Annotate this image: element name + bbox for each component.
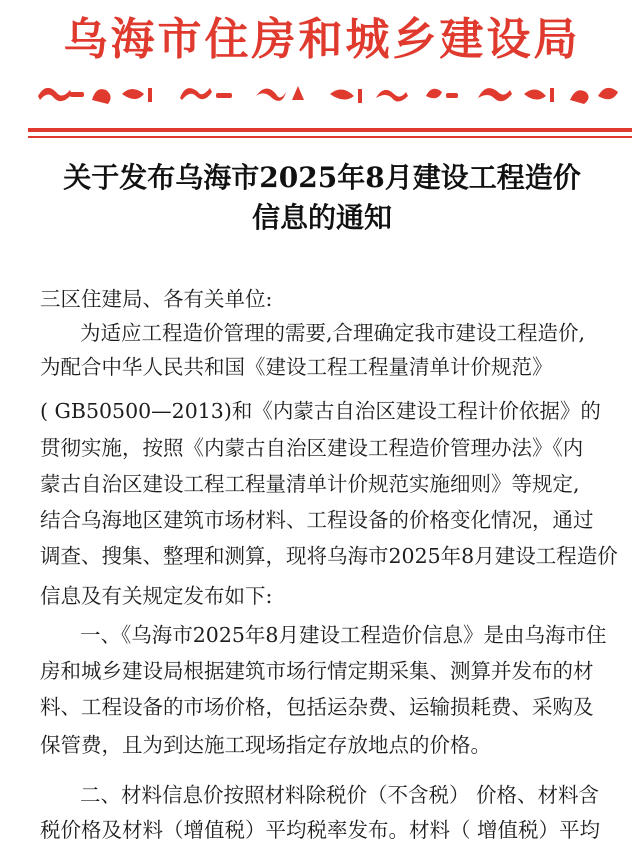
paragraph-line: 为配合中华人民共和国《建设工程工程量清单计价规范》 xyxy=(40,355,553,379)
header-rule-thin xyxy=(28,136,632,138)
paragraph-line: 二、材料信息价按照材料除税价（不含税） 价格、材料含 xyxy=(80,783,600,807)
paragraph-line: 蒙古自治区建设工程工程量清单计价规范实施细则》等规定, xyxy=(40,472,580,496)
paragraph-line: 一、《乌海市2025年8月建设工程造价信息》是由乌海市住 xyxy=(80,623,607,647)
header-rule-thick xyxy=(28,128,632,132)
paragraph-line: 结合乌海地区建筑市场材料、工程设备的价格变化情况，通过 xyxy=(40,508,594,532)
paragraph-line: 税价格及材料（增值税）平均税率发布。材料（ 增值税）平均 xyxy=(40,818,601,842)
salutation: 三区住建局、各有关单位: xyxy=(40,287,273,311)
paragraph-line: 保管费，且为到达施工现场指定存放地点的价格。 xyxy=(40,733,491,757)
agency-name-chinese: 乌海市住房和城乡建设局 xyxy=(63,14,581,65)
agency-letterhead xyxy=(0,0,644,150)
paragraph-line: ( GB50500—2013)和《内蒙古自治区建设工程计价依据》的 xyxy=(40,399,601,423)
paragraph-line: 料、工程设备的市场价格，包括运杂费、运输损耗费、采购及 xyxy=(40,695,594,719)
paragraph-line: 贯彻实施，按照《内蒙古自治区建设工程造价管理办法》《内 xyxy=(40,436,584,460)
paragraph-line: 为适应工程造价管理的需要,合理确定我市建设工程造价, xyxy=(80,321,586,345)
document-title-line-2: 信息的通知 xyxy=(251,201,392,234)
document-title-line-1: 关于发布乌海市2025年8月建设工程造价 xyxy=(63,161,581,194)
paragraph-line: 房和城乡建设局根据建筑市场行情定期采集、测算并发布的材 xyxy=(40,659,594,683)
mongolian-script-agency-name xyxy=(30,74,630,114)
paragraph-line: 调查、搜集、整理和测算，现将乌海市2025年8月建设工程造价 xyxy=(40,544,618,568)
paragraph-line: 信息及有关规定发布如下: xyxy=(40,584,273,608)
